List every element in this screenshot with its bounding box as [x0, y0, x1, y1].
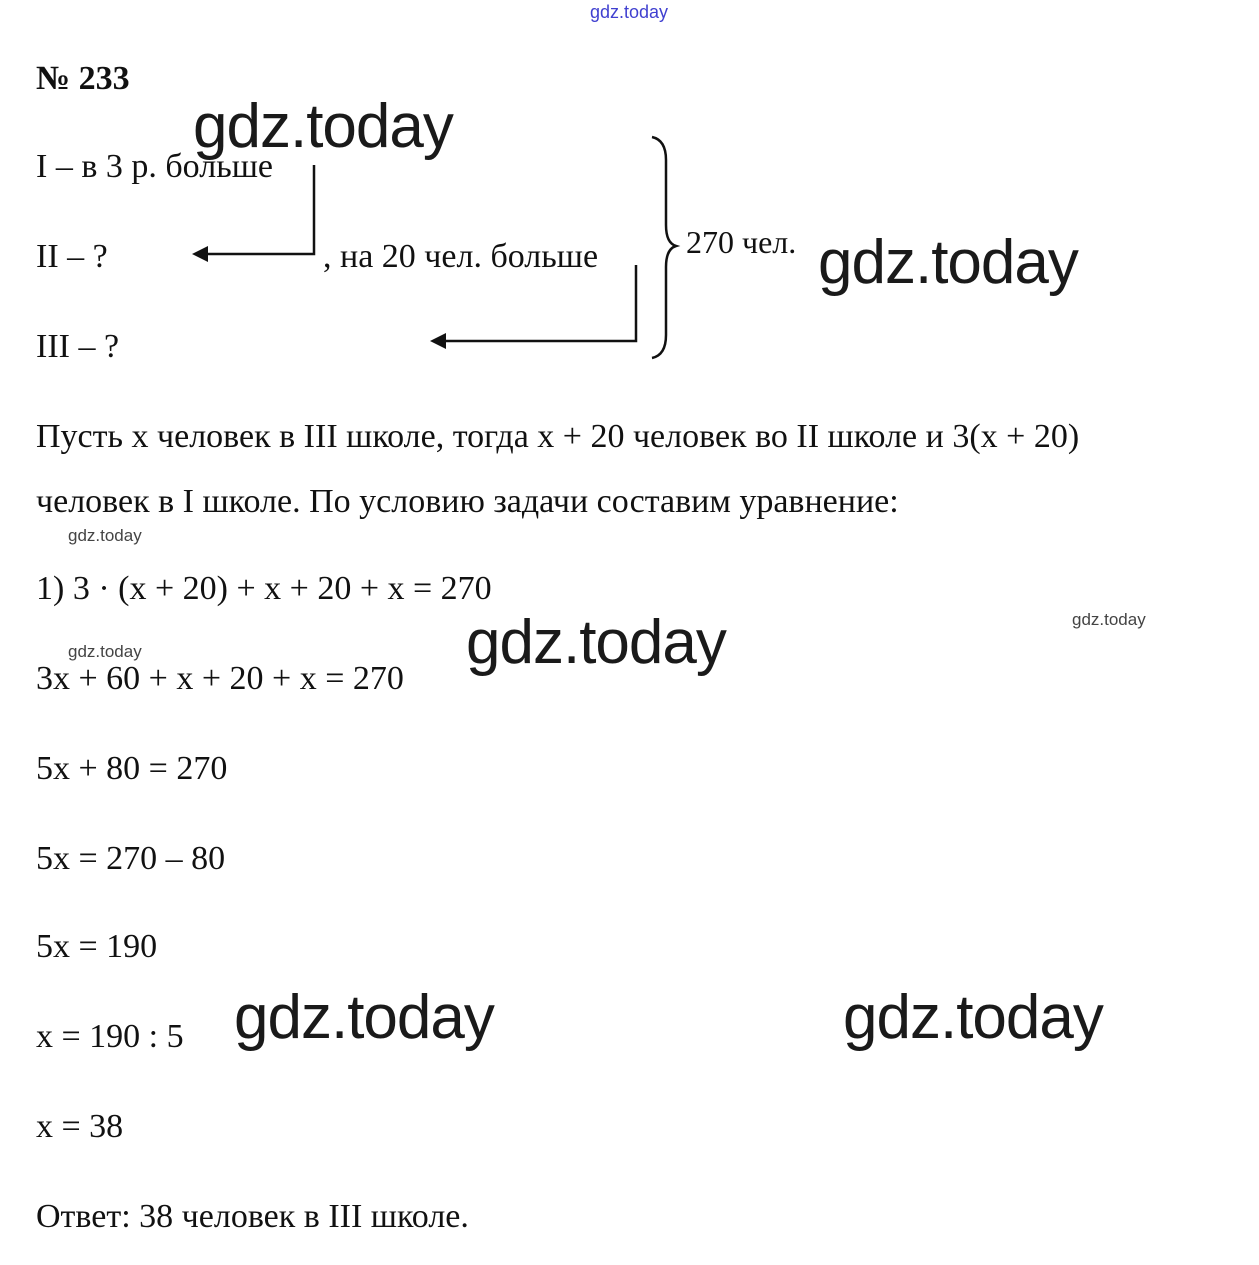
scheme-total: 270 чел.	[686, 224, 797, 260]
step-6: x = 190 : 5	[36, 1018, 184, 1055]
scheme-row-2-note: , на 20 чел. больше	[323, 238, 599, 275]
problem-number: № 233	[36, 60, 130, 97]
scheme-row-1: I – в 3 р. больше	[36, 148, 273, 185]
step-2: 3x + 60 + x + 20 + x = 270	[36, 660, 404, 697]
text-line-2: человек в I школе. По условию задачи составим уравнение:	[36, 483, 899, 520]
arrow-head-2	[430, 333, 446, 349]
watermark: gdz.today	[68, 526, 142, 545]
watermark: gdz.today	[68, 642, 142, 661]
watermark: gdz.today	[234, 983, 494, 1052]
arrow-2-to-3	[444, 265, 636, 341]
arrow-head-1	[192, 246, 208, 262]
curly-brace	[652, 137, 676, 358]
watermark: gdz.today	[193, 92, 453, 161]
step-4: 5x = 270 – 80	[36, 840, 226, 877]
arrow-1-to-2	[205, 165, 314, 254]
watermark: gdz.today	[843, 983, 1103, 1052]
watermark: gdz.today	[466, 608, 726, 677]
scheme-row-3: III – ?	[36, 328, 120, 365]
answer: Ответ: 38 человек в III школе.	[36, 1198, 469, 1235]
watermark: gdz.today	[818, 228, 1078, 297]
watermark: gdz.today	[1072, 610, 1146, 629]
step-3: 5x + 80 = 270	[36, 750, 228, 787]
scheme-row-2: II – ?	[36, 238, 108, 275]
step-7: x = 38	[36, 1108, 124, 1145]
watermark: gdz.today	[590, 2, 669, 22]
text-line-1: Пусть x человек в III школе, тогда x + 20 человек во II школе и 3(x + 20)	[36, 418, 1080, 455]
step-5: 5x = 190	[36, 928, 158, 965]
step-1: 1) 3 · (x + 20) + x + 20 + x = 270	[36, 570, 492, 607]
